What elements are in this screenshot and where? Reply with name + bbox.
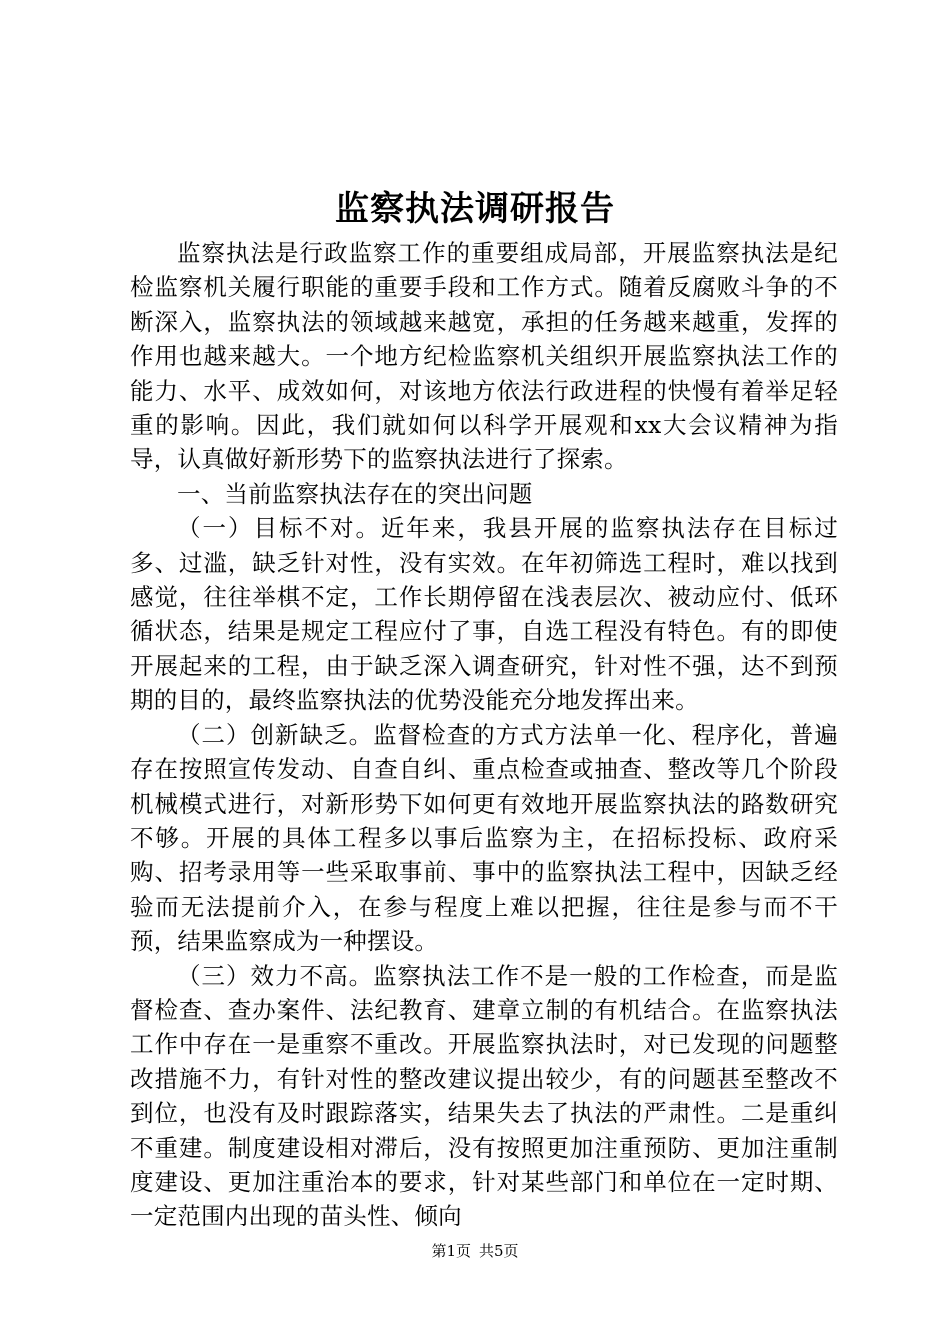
paragraph-item-3: （三）效力不高。监察执法工作不是一般的工作检查，而是监督检查、查办案件、法纪教育、建章立制的有机结合。在监察执法工作中存在一是重察不重改。开展监察执法时，对已发现的问题整改措施不力，有针对性的整改建议提出较少，有的问题甚至整改不到位，也没有及时跟踪落实，结果失去了执法的严肃性。二是重纠不重建。制度建设相对滞后，没有按照更加注重预防、更加注重制度建设、更加注重治本的要求，针对某些部门和单位在一定时期、一定范围内出现的苗头性、倾向 — [130, 961, 838, 1231]
page-footer — [0, 1241, 950, 1261]
section-heading: 一、当前监察执法存在的突出问题 — [177, 479, 533, 508]
document-body — [130, 236, 838, 1234]
page-total: 共5页 — [479, 1242, 519, 1260]
paragraph-item-1: （一）目标不对。近年来，我县开展的监察执法存在目标过多、过滥，缺乏针对性，没有实效。在年初筛选工程时，难以找到感觉，往往举棋不定，工作长期停留在浅表层次、被动应付、低环循状态，结果是规定工程应付了事，自选工程没有特色。有的即使开展起来的工程，由于缺乏深入调查研究，针对性不强，达不到预期的目的，最终监察执法的优势没能充分地发挥出来。 — [130, 514, 838, 715]
document-title: 监察执法调研报告 — [335, 189, 615, 229]
paragraph-intro: 监察执法是行政监察工作的重要组成局部，开展监察执法是纪检监察机关履行职能的重要手段和工作方式。随着反腐败斗争的不断深入，监察执法的领域越来越宽，承担的任务越来越重，发挥的作用也越来越大。一个地方纪检监察机关组织开展监察执法工作的能力、水平、成效如何，对该地方依法行政进程的快慢有着举足轻重的影响。因此，我们就如何以科学开展观和xx大会议精神为指导，认真做好新形势下的监察执法进行了探索。 — [130, 239, 838, 474]
paragraph-item-2: （二）创新缺乏。监督检查的方式方法单一化、程序化，普遍存在按照宣传发动、自查自纠、重点检查或抽查、整改等几个阶段机械模式进行，对新形势下如何更有效地开展监察执法的路数研究不够。开展的具体工程多以事后监察为主，在招标投标、政府采购、招考录用等一些采取事前、事中的监察执法工程中，因缺乏经验而无法提前介入，在参与程度上难以把握，往往是参与而不干预，结果监察成为一种摆设。 — [130, 720, 838, 956]
page-number: 第1页 — [431, 1242, 471, 1260]
